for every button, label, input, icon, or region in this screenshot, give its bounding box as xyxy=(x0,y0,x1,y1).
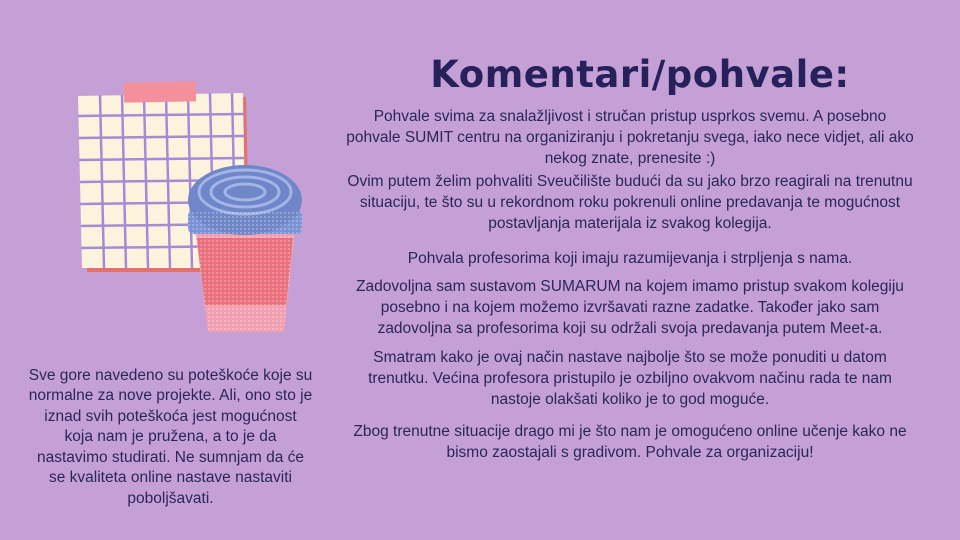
slide-title: Komentari/pohvale: xyxy=(430,52,850,96)
comment-4: Zadovoljna sam sustavom SUMARUM na kojem imamo pristup svakom kolegiju posebno i na kojem možemo izvršavati razne zadatke. Također jako sam zadovoljna sa profesorima koji su održali svoja predavanja putem Meet-a. xyxy=(356,278,904,337)
coffee-cup-icon xyxy=(188,165,302,332)
summary-note: Sve gore navedeno su poteškoće koje su normalne za nove projekte. Ali, ono sto je iznad svih poteškoća jest mogućnost koja nam je pružena, a to je da nastavimo studirati. Ne sumnjam da će se kvaliteta online nastave nastaviti poboljšavati. xyxy=(28,366,313,507)
tape-icon xyxy=(124,81,196,102)
comment-6: Zbog trenutne situacije drago mi je što nam je omogućeno online učenje kako ne bismo zaostajali s gradivom. Pohvale za organizaciju! xyxy=(353,423,907,461)
grid-paper-and-coffee-cup-illustration xyxy=(60,60,310,340)
comment-3: Pohvala profesorima koji imaju razumijevanja i strpljenja s nama. xyxy=(407,250,853,267)
comment-2: Ovim putem želim pohvaliti Sveučilište budući da su jako brzo reagirali na trenutnu situaciju, te što su u rekordnom roku pokrenuli online predavanja te mogućnost postavljanja materijala iz svakog kolegija. xyxy=(347,173,913,232)
comment-1: Pohvale svima za snalažljivost i stručan pristup usprkos svemu. A posebno pohvale SUMIT centru na organiziranju i pokretanju svega, iako nece vidjet, ali ako nekog znate, prenesite :) xyxy=(346,108,914,167)
comments-list xyxy=(345,106,915,463)
comment-5: Smatram kako je ovaj način nastave najbolje što se može ponuditi u datom trenutku. Većina profesora pristupilo je ozbiljno ovakvom načinu rada te nam nastoje olakšati koliko je to god moguće. xyxy=(368,349,892,408)
